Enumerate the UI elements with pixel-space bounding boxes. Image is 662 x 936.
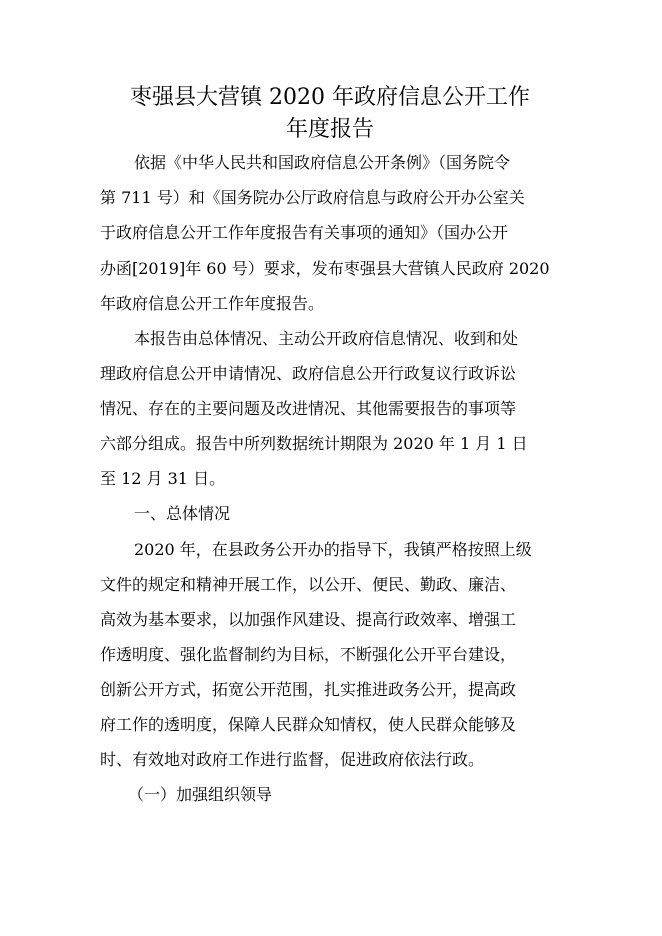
paragraph-2-line-3: 情况、存在的主要问题及改进情况、其他需要报告的事项等 [100,399,517,418]
subsection-1-heading: （一）加强组织领导 [128,785,273,804]
paragraph-1-line-5: 年政府信息公开工作年度报告。 [100,294,325,313]
paragraph-1-line-2: 第 711 号）和《国务院办公厅政府信息与政府公开办公室关 [100,188,525,207]
paragraph-2-line-4: 六部分组成。报告中所列数据统计期限为 2020 年 1 月 1 日 [100,434,528,453]
paragraph-1-line-3: 于政府信息公开工作年度报告有关事项的通知》（国办公开 [100,223,509,242]
document-title-line-1: 枣强县大营镇 2020 年政府信息公开工作 [130,85,530,110]
paragraph-3-line-1: 2020 年，在县政务公开办的指导下，我镇严格按照上级 [134,540,532,559]
document-title-line-2: 年度报告 [285,117,374,142]
paragraph-1-line-1: 依据《中华人民共和国政府信息公开条例》（国务院令 [134,153,511,172]
paragraph-1-line-4: 办函[2019]年 60 号）要求，发布枣强县大营镇人民政府 2020 [100,259,550,278]
paragraph-2-line-5: 至 12 月 31 日。 [100,469,226,488]
paragraph-3-line-6: 府工作的透明度，保障人民群众知情权，使人民群众能够及 [100,715,517,734]
paragraph-3-line-7: 时、有效地对政府工作进行监督，促进政府依法行政。 [100,750,485,769]
section-1-heading: 一、总体情况 [134,504,231,523]
paragraph-3-line-4: 作透明度、强化监督制约为目标，不断强化公开平台建设， [100,645,517,664]
paragraph-3-line-3: 高效为基本要求，以加强作风建设、提高行政效率、增强工 [100,610,517,629]
paragraph-3-line-5: 创新公开方式，拓宽公开范围，扎实推进政务公开，提高政 [100,680,517,699]
paragraph-2-line-1: 本报告由总体情况、主动公开政府信息情况、收到和处 [134,329,519,348]
paragraph-2-line-2: 理政府信息公开申请情况、政府信息公开行政复议行政诉讼 [100,364,517,383]
paragraph-3-line-2: 文件的规定和精神开展工作，以公开、便民、勤政、廉洁、 [100,575,517,594]
